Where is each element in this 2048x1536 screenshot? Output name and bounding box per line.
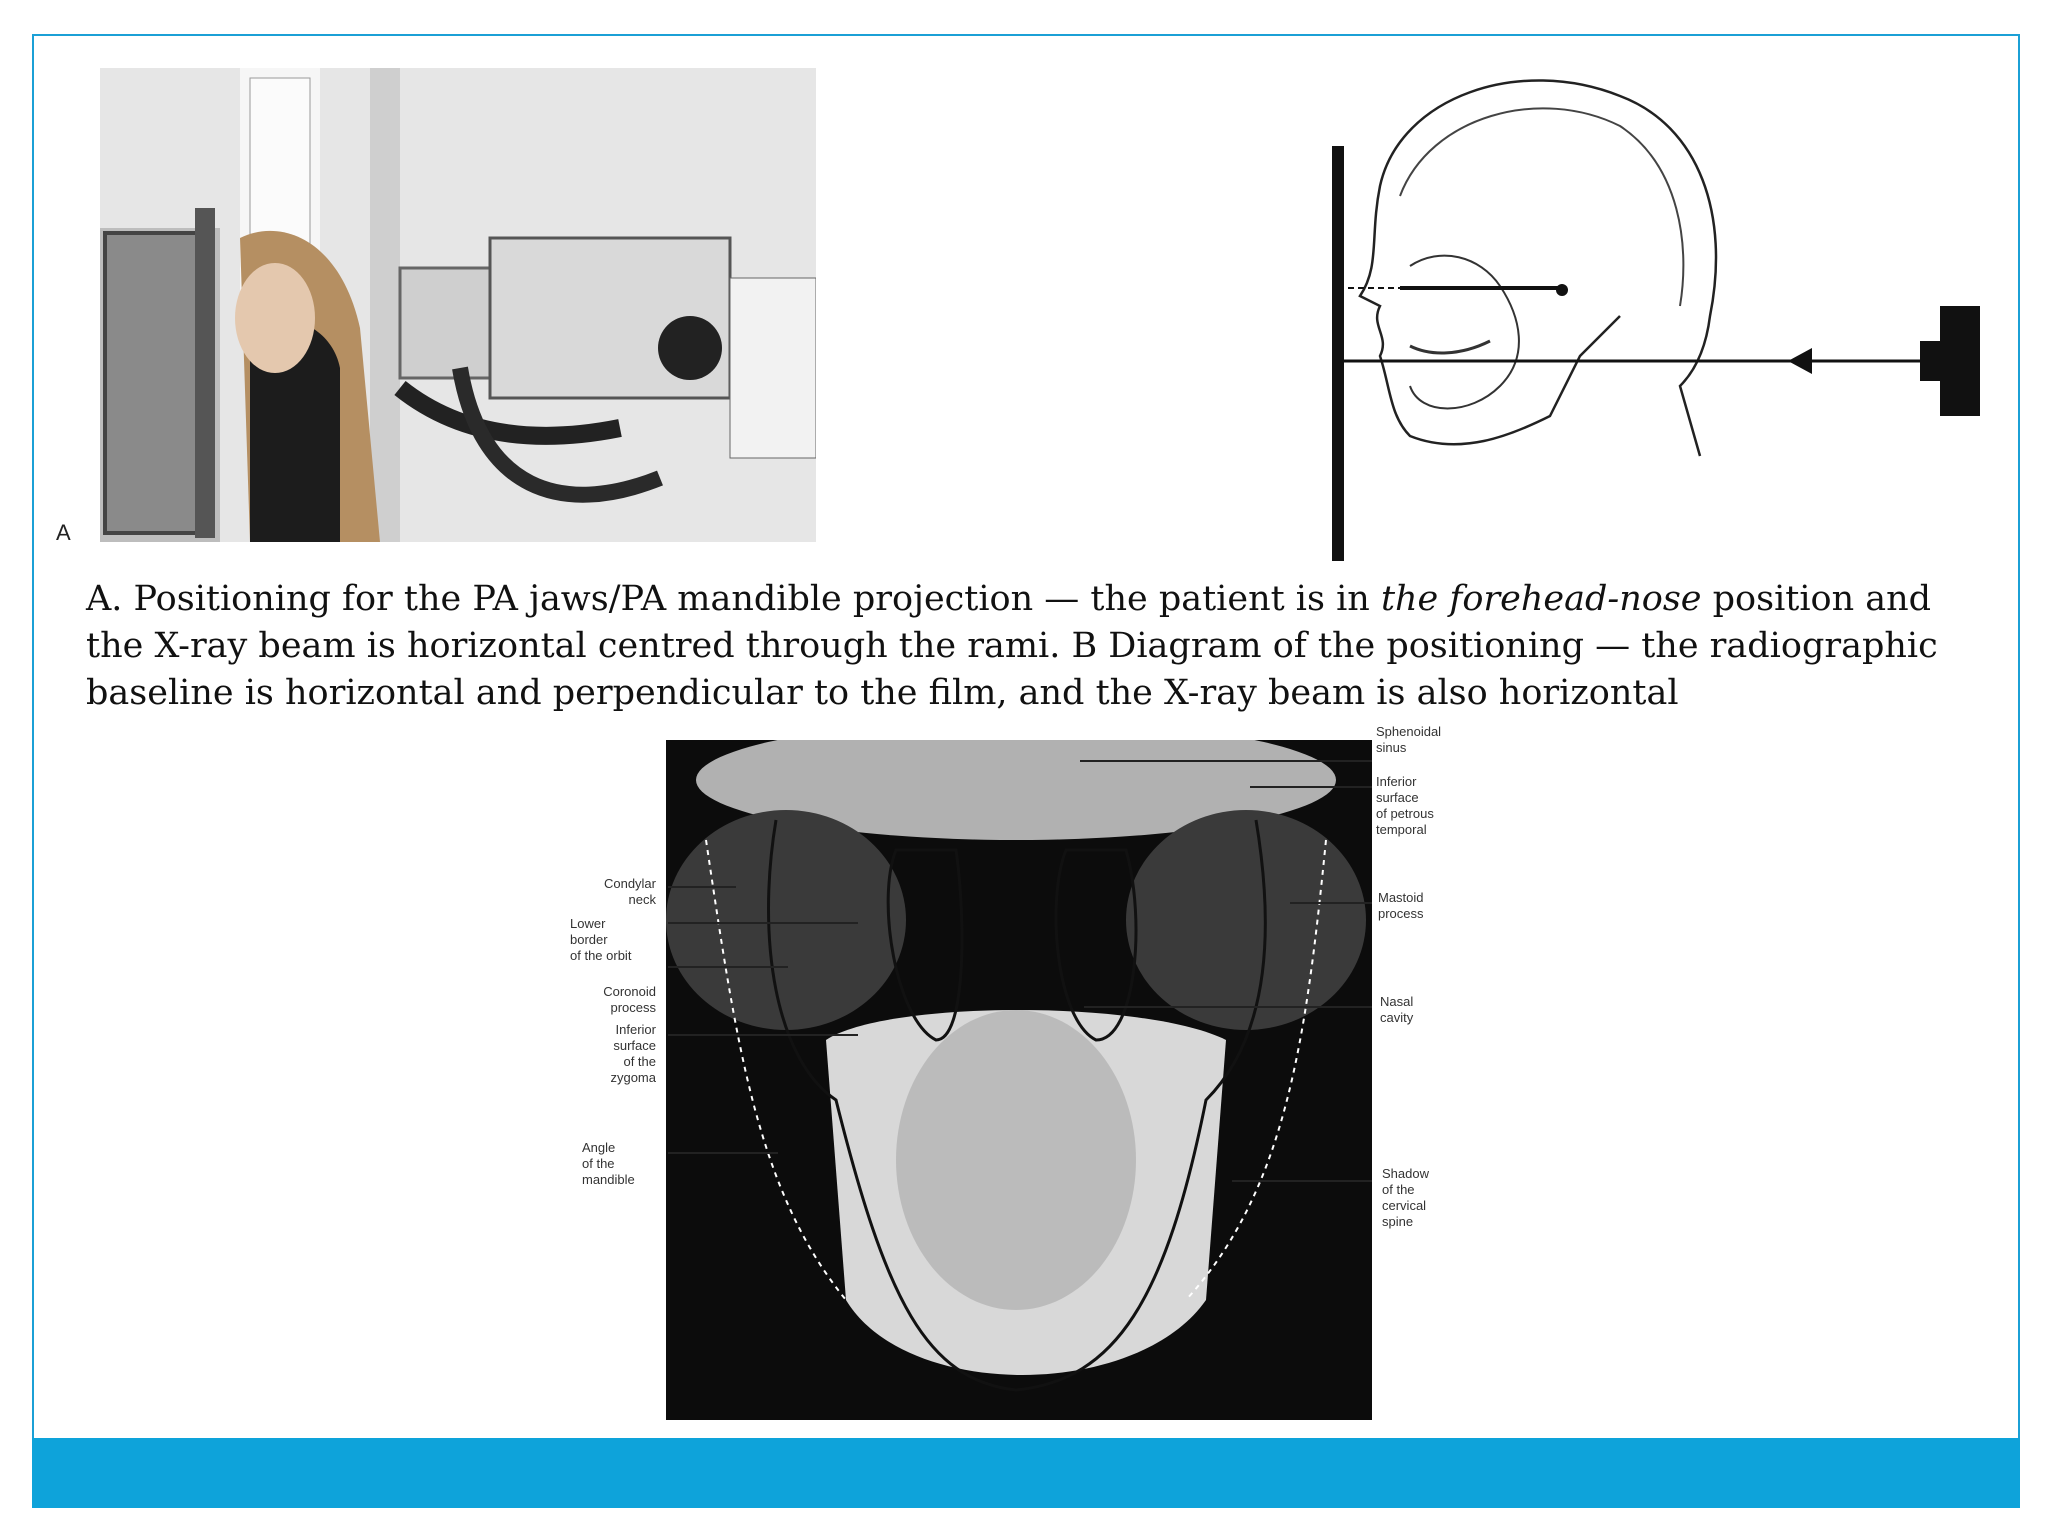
leader-line [668,1152,778,1154]
radiograph-graphic [666,740,1372,1420]
label-lower-border-orbit: Lower border of the orbit [570,916,632,963]
xray-tube [1940,306,1980,416]
skull-face [1410,256,1519,409]
caption-italic: the forehead-nose [1380,579,1702,619]
label-condylar-neck: Condylar neck [603,876,656,907]
leader-line [1250,786,1372,788]
positioning-diagram-graphic [1260,56,2000,566]
film-plate [1332,146,1344,561]
positioning-photo [100,68,816,542]
leader-line [1080,760,1372,762]
leader-line [668,1034,858,1036]
label-nasal-cavity: Nasal cavity [1380,994,1414,1025]
label-shadow-cervical-spine: Shadow of the cervical spine [1382,1166,1429,1229]
leader-line [668,922,858,924]
leader-line [1084,1006,1372,1008]
leader-line [668,886,736,888]
caption-text-part2: position and the X-ray beam is horizontal centred through the rami. B Diagram of the positioning — the radiographic baseline is horizontal and perpendicular to the film, and the X-ray beam is also horizontal [86,579,1938,713]
caption-text-part1: A. Positioning for the PA jaws/PA mandible projection — the patient is in [86,579,1381,619]
pa-mandible-radiograph [666,740,1372,1420]
footer-accent-bar [32,1438,2020,1508]
photo-panel-label: A [56,520,71,545]
leader-line [668,966,788,968]
label-angle-mandible: Angle of the mandible [582,1140,635,1187]
label-inferior-surface-petrous-temporal: Inferior surface of petrous temporal [1376,774,1434,837]
label-inferior-surface-zygoma: Inferior surface of the zygoma [610,1022,656,1085]
positioning-photo-graphic [100,68,816,542]
figure-caption [86,576,1986,717]
positioning-diagram [1260,56,2000,566]
beam-arrow [1788,348,1812,374]
head-outline [1360,80,1716,456]
leader-line [1232,1180,1372,1182]
label-coronoid-process: Coronoid process [603,984,656,1015]
label-mastoid-process: Mastoid process [1378,890,1424,921]
label-sphenoidal-sinus: Sphenoidal sinus [1376,724,1442,755]
leader-line [1290,902,1372,904]
